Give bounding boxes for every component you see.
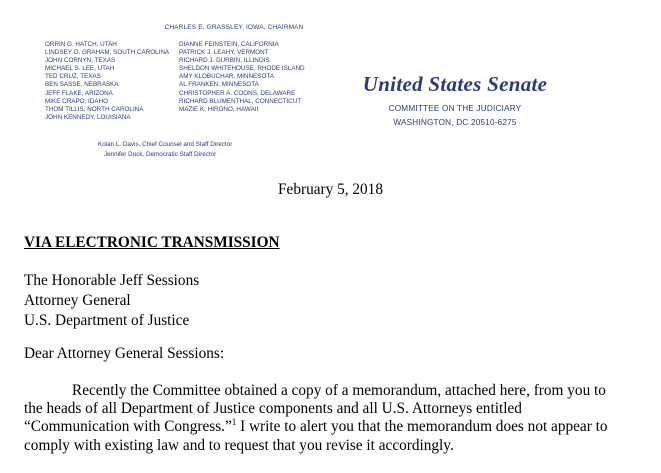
- member-name: MIKE CRAPO, IDAHO: [45, 97, 108, 105]
- member-name: SHELDON WHITEHOUSE, RHODE ISLAND: [179, 65, 305, 73]
- member-name: AMY KLOBUCHAR, MINNESOTA: [179, 73, 274, 81]
- letter-date: February 5, 2018: [278, 181, 383, 198]
- member-name: AL FRANKEN, MINNESOTA: [179, 81, 259, 89]
- member-name: ORRIN G. HATCH, UTAH: [45, 41, 117, 48]
- letterhead: [0, 0, 661, 168]
- footnote-marker[interactable]: 1: [231, 417, 237, 428]
- addressee-name: The Honorable Jeff Sessions: [24, 272, 200, 289]
- body-line: the heads of all Department of Justice components and all U.S. Attorneys entitled: [24, 400, 522, 418]
- memo-title-quote: “Communication with Congress.”: [24, 418, 232, 436]
- member-name: MICHAEL S. LEE, UTAH: [45, 65, 115, 73]
- addressee-block: [24, 271, 199, 331]
- member-name: TED CRUZ, TEXAS: [45, 73, 101, 81]
- member-name: THOM TILLIS, NORTH CAROLINA: [45, 105, 144, 113]
- committee-address: WASHINGTON, DC 20510-6275: [393, 118, 517, 127]
- staff-directors: [98, 140, 232, 160]
- addressee-title: Attorney General: [24, 292, 131, 309]
- member-name: CHRISTOPHER A. COONS, DELAWARE: [179, 89, 296, 97]
- member-name: RICHARD J. DURBIN, ILLINOIS: [179, 57, 270, 65]
- chairman-line: CHARLES E. GRASSLEY, IOWA, CHAIRMAN: [164, 24, 304, 31]
- minority-members-list: [179, 41, 305, 114]
- body-line: [24, 418, 654, 436]
- salutation: Dear Attorney General Sessions:: [24, 345, 225, 362]
- member-name: JEFF FLAKE, ARIZONA: [45, 89, 113, 97]
- transmission-heading: VIA ELECTRONIC TRANSMISSION: [24, 234, 280, 251]
- member-name: RICHARD BLUMENTHAL, CONNECTICUT: [179, 97, 302, 105]
- chief-counsel-line: Kolan L. Davis, Chief Counsel and Staff Director: [98, 141, 233, 148]
- member-name: DIANNE FEINSTEIN, CALIFORNIA: [179, 41, 279, 48]
- senate-seal-block: [345, 72, 565, 127]
- addressee-department: U.S. Department of Justice: [24, 312, 190, 329]
- body-line: Recently the Committee obtained a copy of a memorandum, attached here, from you to: [72, 382, 606, 399]
- body-line-continuation: I write to alert you that the memorandum does not appear to: [236, 418, 608, 436]
- body-paragraph: [24, 382, 654, 455]
- committee-name: COMMITTEE ON THE JUDICIARY: [388, 104, 522, 113]
- member-name: MAZIE K. HIRONO, HAWAII: [179, 105, 259, 113]
- senate-title: United States Senate: [362, 72, 548, 96]
- member-name: BEN SASSE, NEBRASKA: [45, 81, 119, 89]
- member-name: PATRICK J. LEAHY, VERMONT: [179, 49, 269, 57]
- member-name: JOHN KENNEDY, LOUISIANA: [45, 113, 131, 121]
- member-name: JOHN CORNYN, TEXAS: [45, 57, 116, 65]
- democratic-staff-director-line: Jennifer Duck, Democratic Staff Director: [104, 151, 217, 158]
- member-name: LINDSEY O. GRAHAM, SOUTH CAROLINA: [45, 49, 170, 57]
- majority-members-list: [45, 41, 169, 122]
- body-line: comply with existing law and to request that you revise it accordingly.: [24, 436, 454, 454]
